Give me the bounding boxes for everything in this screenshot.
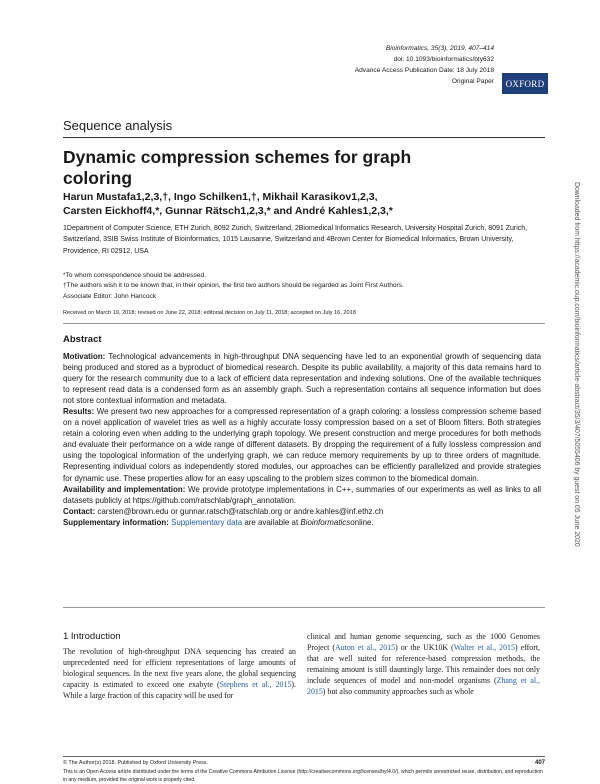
associate-editor: Associate Editor: John Hancock <box>63 292 157 300</box>
intro-column-1: The revolution of high-throughput DNA sequencing has created an unprecedented need for efficient representations of large amounts of biological sequences. In the next five years alone, the global sequencing capacity is estimated to exceed one exabyte (Stephens et al., 2015). While a large fraction of this capacity will be used for <box>63 647 296 701</box>
joint-first-note: †The authors wish it to be known that, in their opinion, the first two authors should be regarded as Joint First Authors. <box>63 282 404 290</box>
section-label: Sequence analysis <box>63 118 173 133</box>
supplementary-link[interactable]: Supplementary data <box>171 517 243 527</box>
download-side-note: Downloaded from https://academic.oup.com/bioinformatics/article-abstract/35/3/407/5055406 by guest on 05 June 2020 <box>573 182 580 547</box>
author-notes <box>63 271 538 302</box>
citation-link[interactable]: Zhang et al., 2015 <box>307 676 540 697</box>
advance-access-date: Advance Access Publication Date: 18 July 2018 <box>354 67 494 74</box>
license-text: This is an Open Access article distributed under the terms of the Creative Commons Attribution License (http://creativecommons.org/licenses/by/4.0/), which permits unrestricted reuse, distribution, and reproduction in any medium, provided the original work is properly cited. <box>63 769 543 783</box>
copyright: © The Author(s) 2018. Published by Oxford University Press. <box>63 760 208 766</box>
citation-link[interactable]: Auton et al., 2015 <box>335 643 396 653</box>
doi[interactable]: doi: 10.1093/bioinformatics/bty632 <box>393 56 494 63</box>
intro-column-2: clinical and human genome sequencing, such as the 1000 Genomes Project (Auton et al., 2015) or the UK10K (Walter et al., 2015) effort, that are well suited for reference-based compression methods, the remaining amount is still dauntingly large. This remainder does not only include sequences of model and non-model organisms (Zhang et al., 2015) but also community approaches such as whole <box>307 632 540 697</box>
journal-citation: Bioinformatics, 35(3), 2019, 407–414 <box>385 45 494 52</box>
citation-link[interactable]: Stephens et al., 2015 <box>219 680 292 690</box>
authors-line-2: Carsten Eickhoff4,*, Gunnar Rätsch1,2,3,* and André Kahles1,2,3,* <box>63 205 393 217</box>
received-dates: Received on March 19, 2018; revised on June 22, 2018; editorial decision on July 11, 2018; accepted on July 16, 2018 <box>63 310 356 316</box>
divider <box>63 607 545 608</box>
abstract-motivation: Motivation: Technological advancements in high-throughput DNA sequencing have led to an exponential growth of sequencing data being produced and stored as a byproduct of biomedical research. Despite its public availability, a majority of this data remains hard to query for the research community due to a lack of efficient data representation and indexing solutions. One of the available techniques to represent read data is a condensed form as an assembly graph. Such a representation contains all sequence information but does not store contextual information and metadata. <box>63 352 542 406</box>
abstract-contact: Contact: carsten@brown.edu or gunnar.ratsch@ratschlab.org or andre.kahles@inf.ethz.ch <box>63 506 384 516</box>
abstract-supplementary: Supplementary information: Supplementary data are available at Bioinformaticsonline. <box>63 517 374 527</box>
intro-heading: 1 Introduction <box>63 631 121 642</box>
footer-divider <box>63 756 545 757</box>
affiliations: 1Department of Computer Science, ETH Zurich, 8092 Zurich, Switzerland, 2Biomedical Informatics Research, University Hospital Zurich, 8091 Zurich, Switzerland, 3SIB Swiss Institute of Bioinformatics, 1015 Lausanne, Switzerland and 4Brown Center for Biomedical Informatics, Brown University, Providence, RI 02912, USA <box>63 225 528 255</box>
paper-type: Original Paper <box>451 78 494 85</box>
divider <box>63 323 545 324</box>
author-list <box>63 190 533 218</box>
correspondence-note: *To whom correspondence should be addressed. <box>63 272 206 279</box>
page-number: 407 <box>534 760 545 766</box>
oxford-logo: OXFORD <box>502 73 548 94</box>
divider <box>63 137 545 138</box>
paper-title: Dynamic compression schemes for graph coloring <box>63 147 412 188</box>
abstract-body <box>63 351 541 528</box>
abstract-results: Results: We present two new approaches for a compressed representation of a graph coloring: a lossless compression scheme based on a novel application of wavelet tries as well as a highly accurate lossy compression based on a set of Bloom filters. Both strategies retain a coloring even when adding to the underlying graph topology. We present construction and merge procedures for both methods and evaluate their performance on a wide range of different datasets. By dropping the requirement of a fully lossless compression and using the topological information of the underlying graph, we can reduce memory requirements by up to three orders of magnitude. Representing individual colors as independently stored modules, our approaches can be efficiently parallelized and provide strategies for dynamic use. These properties allow for an easy upscaling to the problem sizes common to the biomedical domain. <box>63 407 541 483</box>
abstract-availability: Availability and implementation: We provide prototype implementations in C++, summaries of our experiments as well as links to all datasets publicly at https://github.com/ratschlab/graph_annotation. <box>63 484 541 505</box>
citation-link[interactable]: Walter et al., 2015 <box>453 643 515 653</box>
authors-line-1: Harun Mustafa1,2,3,†, Ingo Schilken1,†, Mikhail Karasikov1,2,3, <box>63 191 378 203</box>
abstract-heading: Abstract <box>63 334 102 345</box>
